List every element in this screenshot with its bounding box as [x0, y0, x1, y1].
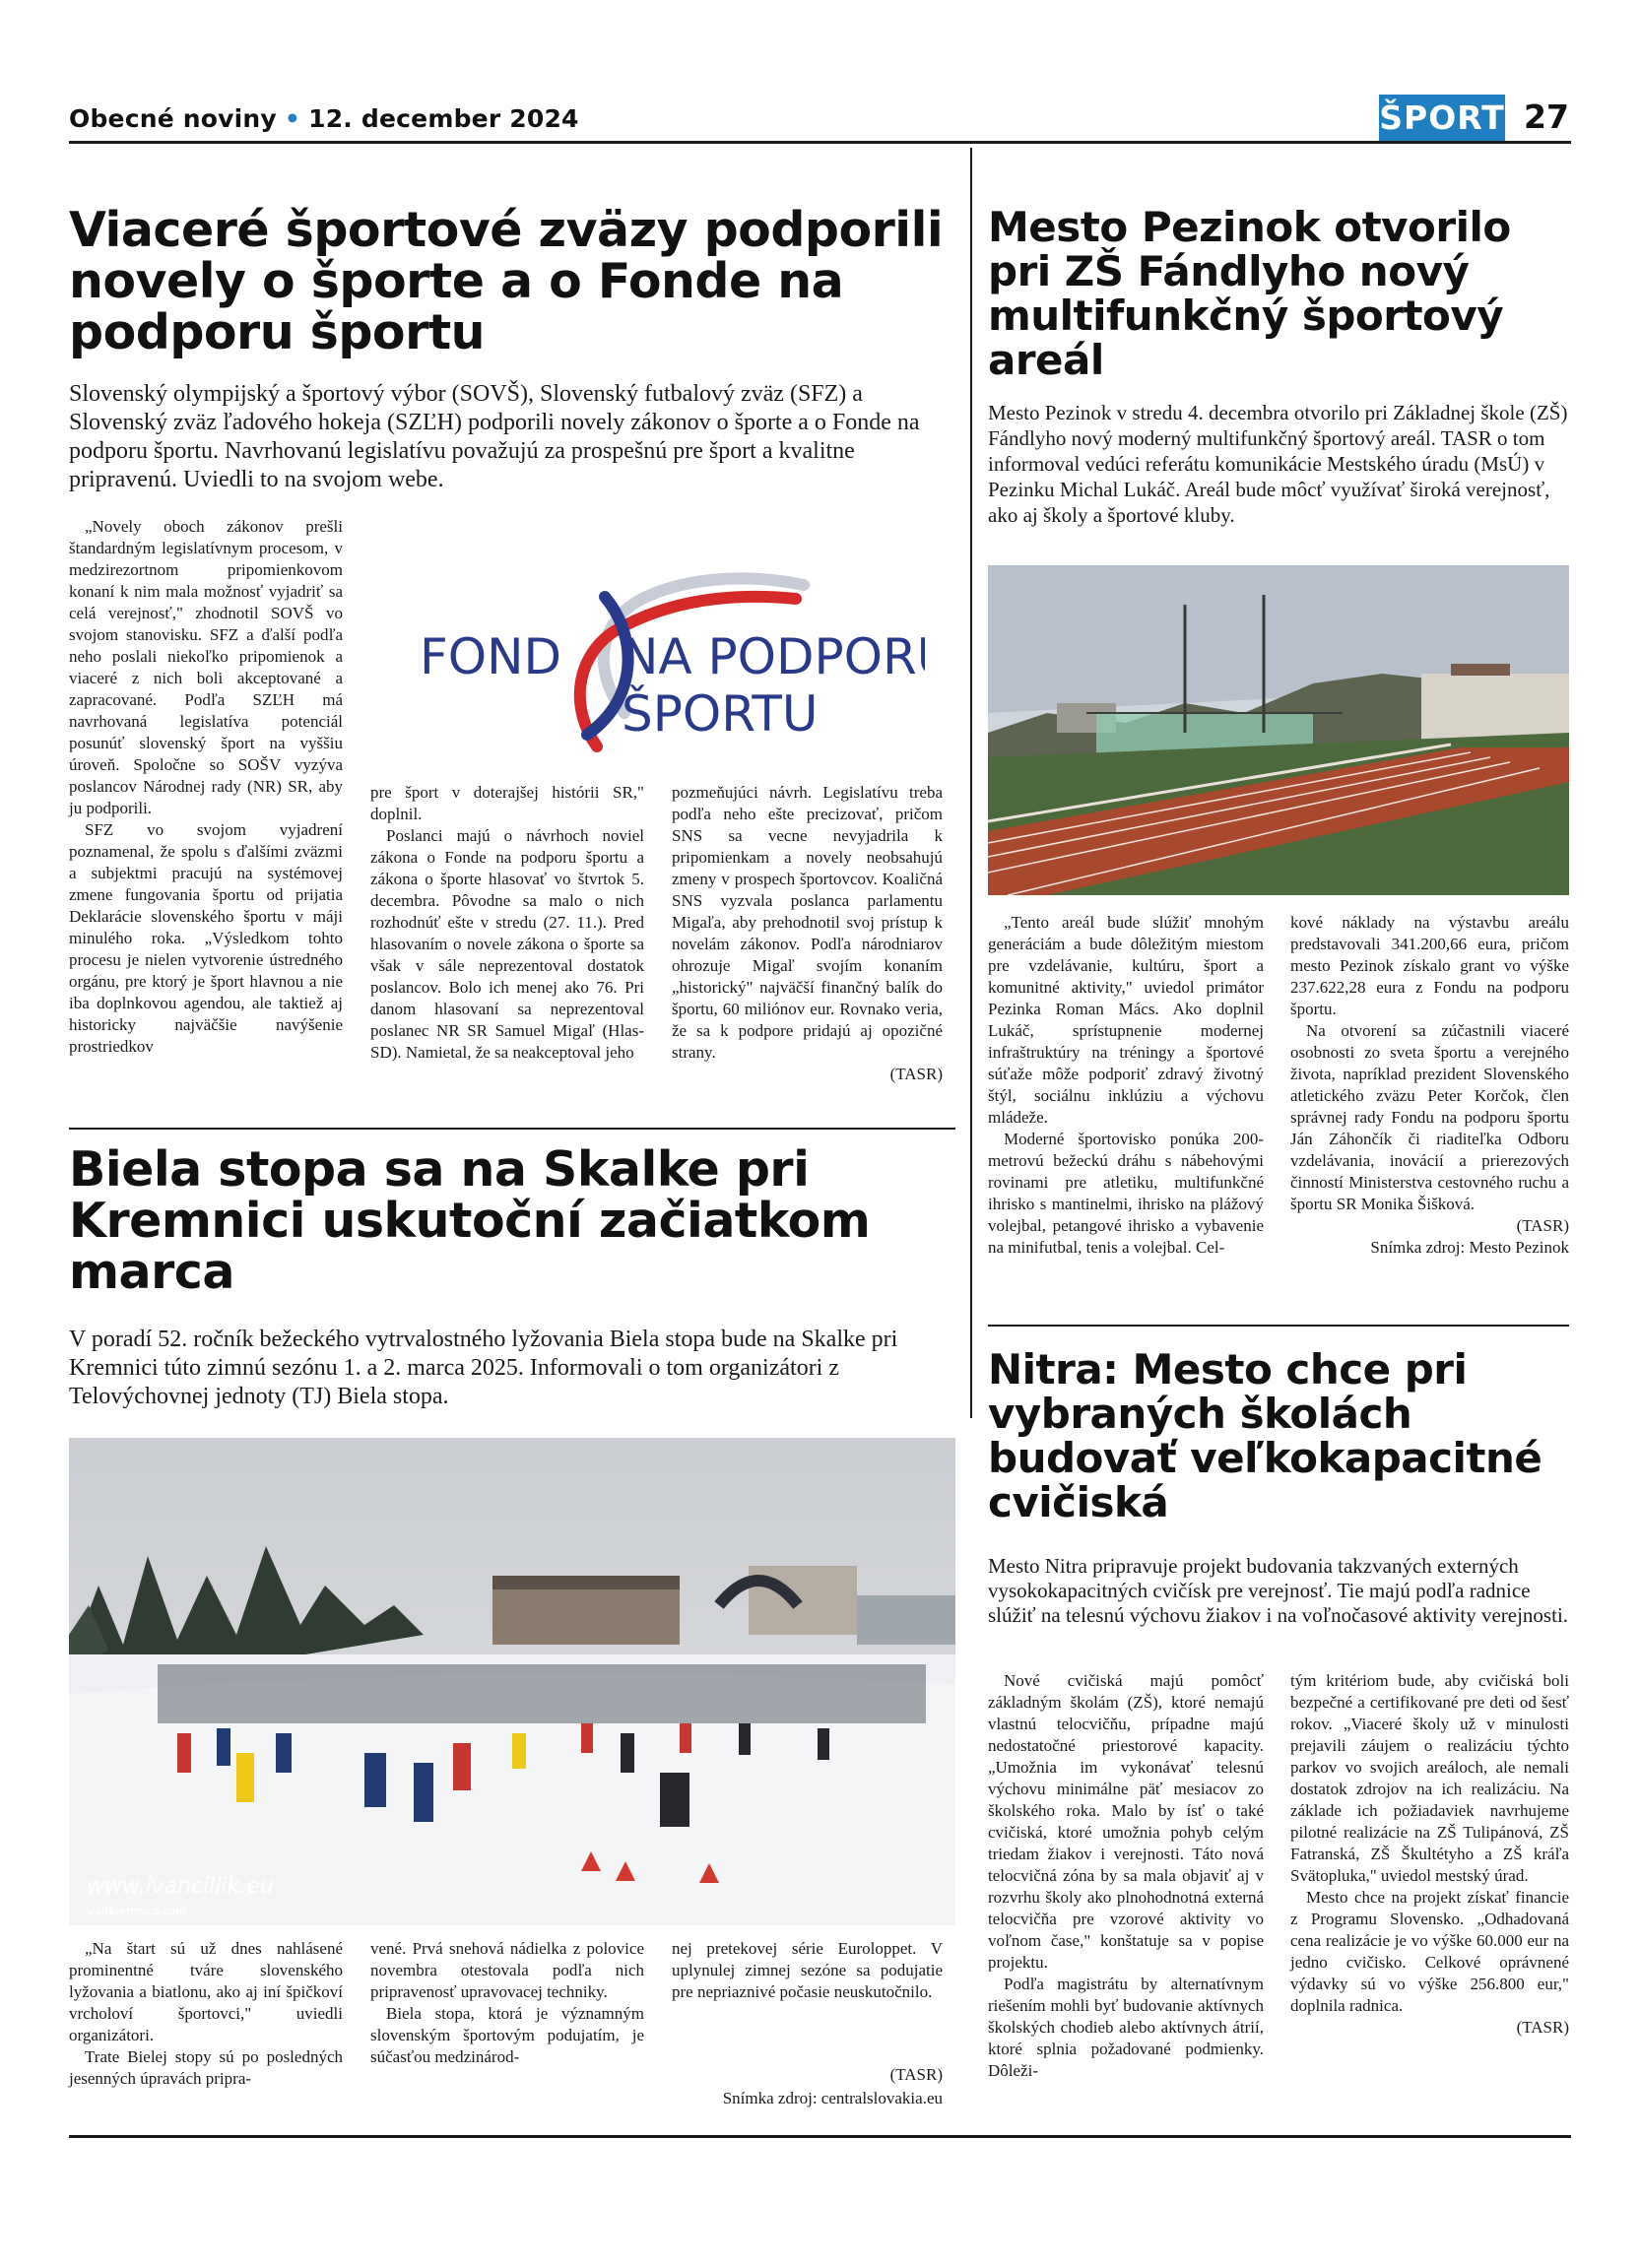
article4-source: (TASR) — [1516, 2018, 1569, 2037]
article4-column-2 — [1290, 1670, 1569, 2039]
paragraph: Moderné športovisko ponúka 200-metrovú bežeckú dráhu s nábehovými rovinami pre atletiku, multifunkčné ihrisko s mantinelmi, ihrisko na plážový volejbal, petangové ihrisko a vybavenie na minifutbal, tenis a volejbal. Cel- — [988, 1130, 1264, 1257]
logo-word-sportu: ŠPORTU — [622, 685, 819, 743]
paragraph: Mesto chce na projekt získať financie z Programu Slovensko. „Odhadovaná cena realizácie je vo výške 60.000 eur na jedno cvičisko. Celkové oprávnené výdavky sú vo výške 256.800 eur," doplnila radnica. — [1290, 1888, 1569, 2015]
article3-column-2 — [370, 1938, 644, 2068]
section-tag: ŠPORT — [1379, 95, 1505, 142]
issue-date: 12. december 2024 — [308, 104, 579, 133]
ski-race-image — [69, 1438, 955, 1925]
article2-lead: Mesto Pezinok v stredu 4. decembra otvorilo pri Základnej škole (ZŠ) Fándlyho nový moderný multifunkčný športový areál. TASR o tom informoval vedúci referátu komunikácie Mestského úradu (MsÚ) v Pezinku Michal Lukáč. Areál bude môcť využívať široká verejnosť, ako aj školy a športové kluby. — [988, 401, 1568, 527]
photo-watermark-2: visitkremnica.com — [87, 1905, 186, 1917]
article3-column-1 — [69, 1938, 343, 2090]
article2-title: Mesto Pezinok otvorilo pri ZŠ Fándlyho nový multifunkčný športový areál — [988, 203, 1511, 384]
page-header — [69, 104, 579, 133]
logo-word-fond: FOND — [420, 628, 562, 685]
paragraph: „Na štart sú už dnes nahlásené prominentné tváre slovenského lyžovania a biatlonu, ako aj iní špičkoví vrcholoví športovci," uviedli organizátori. — [69, 1939, 343, 2044]
running-track-image — [988, 565, 1569, 895]
photo-watermark: www.ivancillik.eu — [87, 1874, 274, 1899]
paragraph: Poslanci majú o návrhoch noviel zákona o Fonde na podporu športu a zákona o športe hlasovať vo štvrtok 5. decembra. Pôvodne sa malo o nich rozhodnúť ešte v stredu (27. 11.). Pred hlasovaním o novele zákona o športe sa však v sále neprezentoval dostatok poslancov. Bolo ich menej ako 76. Pri danom hlasovaní sa neprezentoval poslanec NR SR Samuel Migaľ (Hlas-SD). Namietal, že sa neakceptoval jeho — [370, 826, 644, 1062]
article3-lead: V poradí 52. ročník bežeckého vytrvalostného lyžovania Biela stopa bude na Skalke pri Kremnici túto zimnú sezónu 1. a 2. marca 2025. Informovali o tom organizátori z Telovýchovnej jednoty (TJ) Biela stopa. — [69, 1327, 898, 1409]
paragraph: kové náklady na výstavbu areálu predstavovali 341.200,66 eura, pričom mesto Pezinok získalo grant vo výške 237.622,28 eura z Fondu na podporu športu. — [1290, 913, 1569, 1018]
article4-title: Nitra: Mesto chce pri vybraných školách budovať veľkokapacitné cvičiská — [988, 1345, 1542, 1526]
paragraph: „Tento areál bude slúžiť mnohým generáciám a bude dôležitým miestom pre vzdelávanie, kultúru, šport a komunitné aktivity," uviedol primátor Pezinka Roman Mács. Ako doplnil Lukáč, sprístupnenie modernej infraštruktúry na tréningy a športové súťaže môže podporiť zdravý životný štýl, sociálnu inklúziu a výchovu mládeže. — [988, 913, 1264, 1127]
paragraph: „Novely oboch zákonov prešli štandardným legislatívnym procesom, v medzirezortnom pripomienkovom konaní k nim mala možnosť vyjadriť sa celá verejnosť," zhodnotil SOVŠ vo svojom stanovisku. SFZ a ďalší podľa neho poslali niekoľko pripomienok a viaceré z nich boli akceptované a zapracované. Podľa SZĽH má navrhovaná legislatíva potenciál posunúť slovenský šport na vyššiu úroveň. Spoločne so SOŠV vyzýva poslancov Národnej rady (NR) SR, aby ju podporili. — [69, 517, 343, 817]
article1-title: Viaceré športové zväzy podporili novely o športe a o Fonde na podporu športu — [69, 202, 944, 360]
article1-lead: Slovenský olympijský a športový výbor (SOVŠ), Slovenský futbalový zväz (SFZ) a Slovenský zväz ľadového hokeja (SZĽH) podporili novely zákonov o športe a o Fonde na podporu športu. Navrhovanú legislatívu považujú za prospešnú pre šport a kvalitne pripravenú. Uviedli to na svojom webe. — [69, 381, 920, 492]
article1-column-2 — [370, 782, 644, 1064]
logo-word-na-podporu: NA PODPORU — [622, 628, 925, 685]
paragraph: tým kritériom bude, aby cvičiská boli bezpečné a certifikované pre deti od šesť rokov. „Viaceré školy už v minulosti prejavili záujem o realizáciu týchto parkov vo svojich areáloch, ale nemali dostatok zdrojov na ich realizáciu. Na základe ich požiadaviek navrhujeme pilotné realizácie na ZŠ Tulipánová, ZŠ Fatranská, ZŠ Škultétyho a ZŠ kráľa Svätopluka," uviedol mestský úrad. — [1290, 1671, 1569, 1885]
article2-column-1 — [988, 912, 1264, 1259]
paragraph: Trate Bielej stopy sú po posledných jesenných úpravách pripra- — [69, 2047, 343, 2088]
paragraph: SFZ vo svojom vyjadrení poznamenal, že spolu s ďalšími zväzmi a subjektmi pracujú na systémovej zmene fungovania športu od prijatia Deklarácie slovenského športu v máji minulého roka. „Výsledkom tohto procesu je nielen vytvorenie ústredného orgánu, pre ktorý je šport hlavnou a nie iba doplnkovou agendou, ale taktiež aj historicky najväčšie navýšenie prostriedkov — [69, 820, 343, 1056]
fund-logo — [370, 526, 925, 772]
paragraph: Nové cvičiská majú pomôcť základným školám (ZŠ), ktoré nemajú vlastnú telocvičňu, prípadne majú nedostatočné priestorové kapacity. „Umožnia im vykonávať telesnú výchovu minimálne päť mesiacov zo školského roka. Malo by ísť o také cvičiská, ktoré umožnia pohyb celým triedam žiakov i verejnosti. Táto nová telocvičná zóna by sa mala objaviť aj v rozvrhu školy ako plnohodnotná externá telocvičňa pre vzorové aktivity vo voľnom čase," konštatuje sa v popise projektu. — [988, 1671, 1264, 1972]
article3-source: (TASR) — [889, 2065, 943, 2084]
paragraph: pre šport v doterajšej histórii SR," doplnil. — [370, 783, 644, 823]
ski-race-photo — [69, 1438, 955, 1925]
paragraph: Biela stopa, ktorá je významným slovenským športovým podujatím, je súčasťou medzinárod- — [370, 2004, 644, 2066]
paragraph: Na otvorení sa zúčastnili viaceré osobnosti zo sveta športu a verejného života, napríklad prezident Slovenského atletického zväzu Peter Korčok, člen správnej rady Fondu na podporu športu Ján Záhončík či riaditeľka Odboru vzdelávania, inovácií a prierezových činností Ministerstva cestovného ruchu a športu SR Monika Šišková. — [1290, 1021, 1569, 1213]
article-divider — [988, 1325, 1569, 1327]
paragraph: nej pretekovej série Euroloppet. V uplynulej zimnej sezóne sa podujatie pre nepriaznivé počasie neuskutočnilo. — [672, 1939, 943, 2001]
article2-column-2 — [1290, 912, 1569, 1259]
page-number: 27 — [1524, 97, 1569, 136]
article3-title: Biela stopa sa na Skalke pri Kremnici uskutoční začiatkom marca — [69, 1141, 871, 1300]
article-divider — [69, 1128, 955, 1130]
article1-source: (TASR) — [889, 1065, 943, 1083]
footer-rule — [69, 2135, 1571, 2138]
publication-name: Obecné noviny — [69, 104, 277, 133]
article4-column-1 — [988, 1670, 1264, 2082]
separator-dot: • — [284, 104, 301, 133]
article4-lead: Mesto Nitra pripravuje projekt budovania takzvaných externých vysokokapacitných cvičísk pre verejnosť. Tie majú podľa radnice slúžiť na telesnú výchovu žiakov i na voľnočasové aktivity verejnosti. — [988, 1554, 1569, 1627]
running-track-photo — [988, 565, 1569, 895]
article3-photo-credit: Snímka zdroj: centralslovakia.eu — [722, 2089, 943, 2107]
article1-column-3 — [672, 782, 943, 1085]
header-rule — [69, 141, 1571, 144]
article2-source: (TASR) — [1516, 1216, 1569, 1235]
article3-column-3 — [672, 1938, 943, 2003]
paragraph: vené. Prvá snehová nádielka z polovice novembra otestovala podľa nich pripravenosť upravovacej techniky. — [370, 1939, 644, 2001]
paragraph: pozmeňujúci návrh. Legislatívu treba podľa neho ešte precizovať, pričom SNS sa vecne nevyjadrila k pripomienkam a novely neobsahujú zmeny v prospech športovcov. Koaličná SNS vyzvala poslanca parlamentu Migaľa, aby prehodnotil svoj prístup k novelám zákonov. Podľa národniarov ohrozuje Migaľ svojím konaním „historický" najväčší finančný balík do športu, 60 miliónov eur. Rovnako veria, že sa k podpore pridajú aj opozičné strany. — [672, 783, 943, 1062]
article1-column-1 — [69, 516, 343, 1058]
paragraph: Podľa magistrátu by alternatívnym riešením mohli byť budovanie aktívnych školských chodieb alebo aktívnych átrií, ktoré splnia požadované podmienky. Dôleži- — [988, 1975, 1264, 2080]
fund-logo-graphic — [370, 526, 925, 772]
article2-photo-credit: Snímka zdroj: Mesto Pezinok — [1370, 1238, 1569, 1257]
column-divider — [970, 148, 972, 1418]
